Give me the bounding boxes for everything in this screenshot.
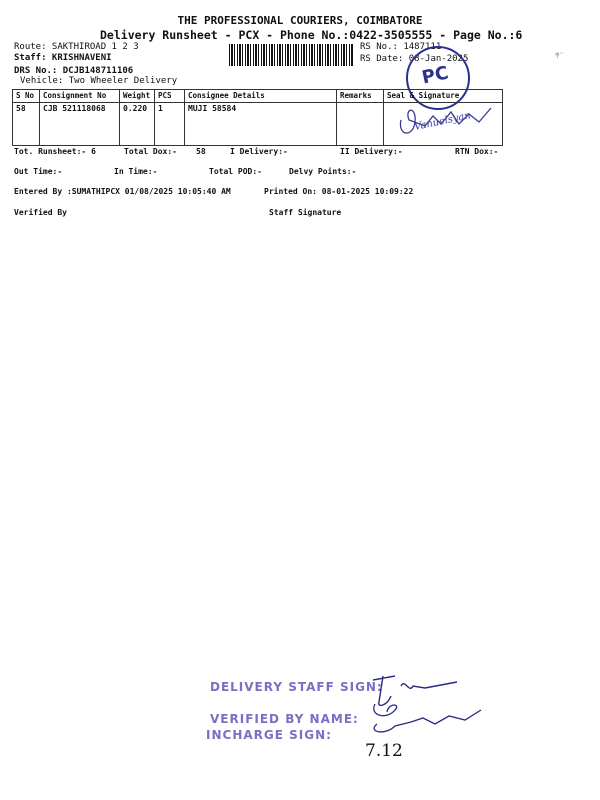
- sign-line-verified: VERIFIED BY NAME:: [210, 712, 359, 726]
- tot-runsheet: Tot. Runsheet:- 6: [14, 147, 96, 156]
- col-pcs: PCS: [155, 90, 185, 103]
- col-consignment: Consignment No: [40, 90, 120, 103]
- ii-delivery: II Delivery:-: [340, 147, 403, 156]
- staff-label: Staff: KRISHNAVENI: [14, 53, 112, 63]
- cell-pcs: 1: [155, 103, 185, 146]
- seal-signature-text: Vanuelsyan: [413, 110, 472, 133]
- sign-line-delivery-staff: DELIVERY STAFF SIGN:: [210, 680, 383, 694]
- seal-signature-svg: [395, 98, 500, 140]
- total-dox: Total Dox:-: [124, 147, 177, 156]
- company-title: THE PROFESSIONAL COURIERS, COIMBATORE: [177, 14, 423, 27]
- vehicle-label: Vehicle: Two Wheeler Delivery: [20, 76, 178, 86]
- col-seal: Seal & Signature: [384, 90, 503, 103]
- total-pod: Total POD:-: [209, 167, 262, 176]
- col-remarks: Remarks: [337, 90, 384, 103]
- in-time: In Time:-: [114, 167, 158, 176]
- rs-number: RS No.: 1487111: [360, 42, 442, 52]
- col-consignee: Consignee Details: [185, 90, 337, 103]
- rtn-dox: RTN Dox:-: [455, 147, 499, 156]
- handwritten-date: 7.12: [365, 741, 403, 761]
- stamp-text: PC: [420, 62, 451, 89]
- route-label: Route: SAKTHIROAD 1 2 3: [14, 42, 139, 52]
- barcode: [229, 44, 354, 66]
- printed-on: Printed On: 08-01-2025 10:09:22: [264, 187, 414, 196]
- cell-sno: 58: [13, 103, 40, 146]
- delvy-points: Delvy Points:-: [289, 167, 357, 176]
- i-delivery: I Delivery:-: [230, 147, 288, 156]
- total-dox-value: 58: [196, 147, 206, 156]
- col-weight: Weight: [120, 90, 155, 103]
- staff-signature: Staff Signature: [269, 208, 342, 217]
- rs-date: RS Date: 08-Jan-2025: [360, 54, 469, 64]
- col-sno: S No: [13, 90, 40, 103]
- out-time: Out Time:-: [14, 167, 63, 176]
- signature-stroke-2: [374, 704, 397, 716]
- runsheet-subtitle: Delivery Runsheet - PCX - Phone No.:0422-3505555 - Page No.:6: [100, 28, 523, 42]
- cell-consignment: CJB 521118068: [40, 103, 120, 146]
- sign-line-incharge: INCHARGE SIGN:: [206, 728, 332, 742]
- drs-number: DRS No.: DCJB148711106: [14, 66, 134, 76]
- side-mark: ͳ˜: [555, 52, 564, 60]
- signature-stroke-1: [373, 676, 457, 705]
- verified-by: Verified By: [14, 208, 67, 217]
- entered-by: Entered By :SUMATHIPCX 01/08/2025 10:05:40 AM: [14, 187, 231, 196]
- cell-remarks: [337, 103, 384, 146]
- cell-weight: 0.220: [120, 103, 155, 146]
- cell-consignee: MUJI 58584: [185, 103, 337, 146]
- handwritten-signatures: [365, 668, 490, 773]
